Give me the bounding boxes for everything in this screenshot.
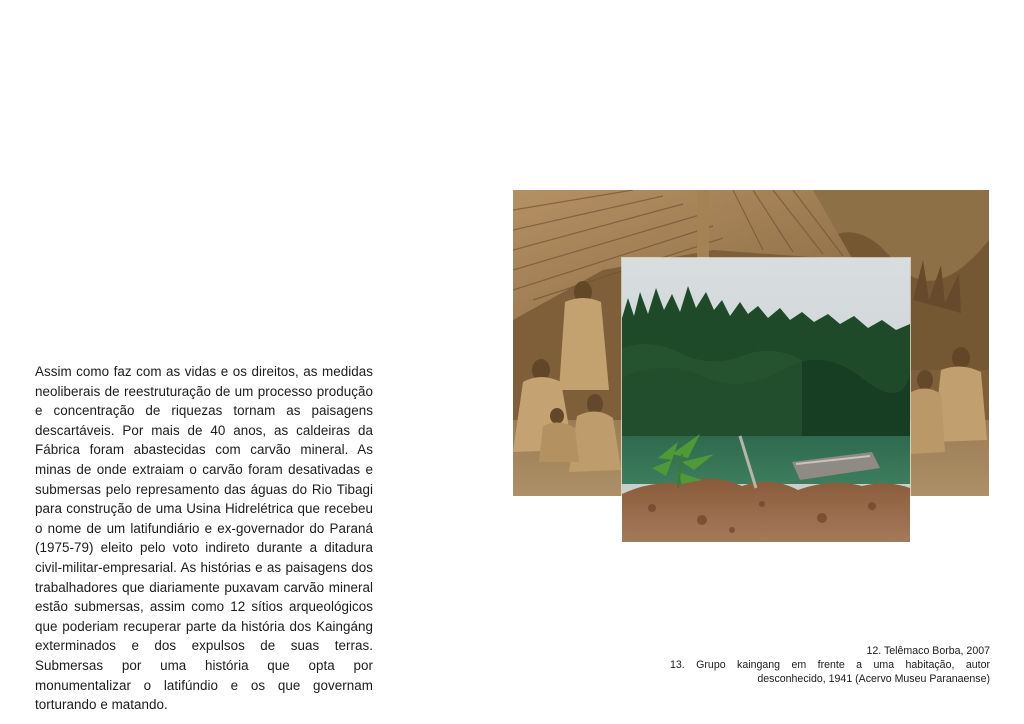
caption-12: 12. Telêmaco Borba, 2007 [866,645,990,657]
image-captions [670,644,990,687]
caption-13: 13. Grupo kaingang em frente a uma habitação, autor desconhecido, 1941 (Acervo Museu Paranaense) [670,659,990,686]
photo-telemaco-borba-lake [622,258,910,542]
body-paragraph: Assim como faz com as vidas e os direitos, as medidas neoliberais de reestruturação de um processo produção e concentração de riquezas tornam as paisagens descartáveis. Por mais de 40 anos, as caldeiras da Fábrica foram abastecidas com carvão mineral. As minas de onde extraiam o carvão foram desativadas e submersas pelo represamento das águas do Rio Tibagi para construção de uma Usina Hidrelétrica que recebeu o nome de um latifundiário e ex-governador do Paraná (1975-79) eleito pelo voto indireto durante a ditadura civil-militar-empresarial. As histórias e as paisagens dos trabalhadores que diariamente puxavam carvão mineral estão submersas, assim como 12 sítios arqueológicos que poderiam recuperar parte da história dos Kaingáng exterminados e dos expulsos de suas terras. Submersas por uma história que opta por monumentalizar o latifúndio e os que governam torturando e matando. [35,364,373,713]
